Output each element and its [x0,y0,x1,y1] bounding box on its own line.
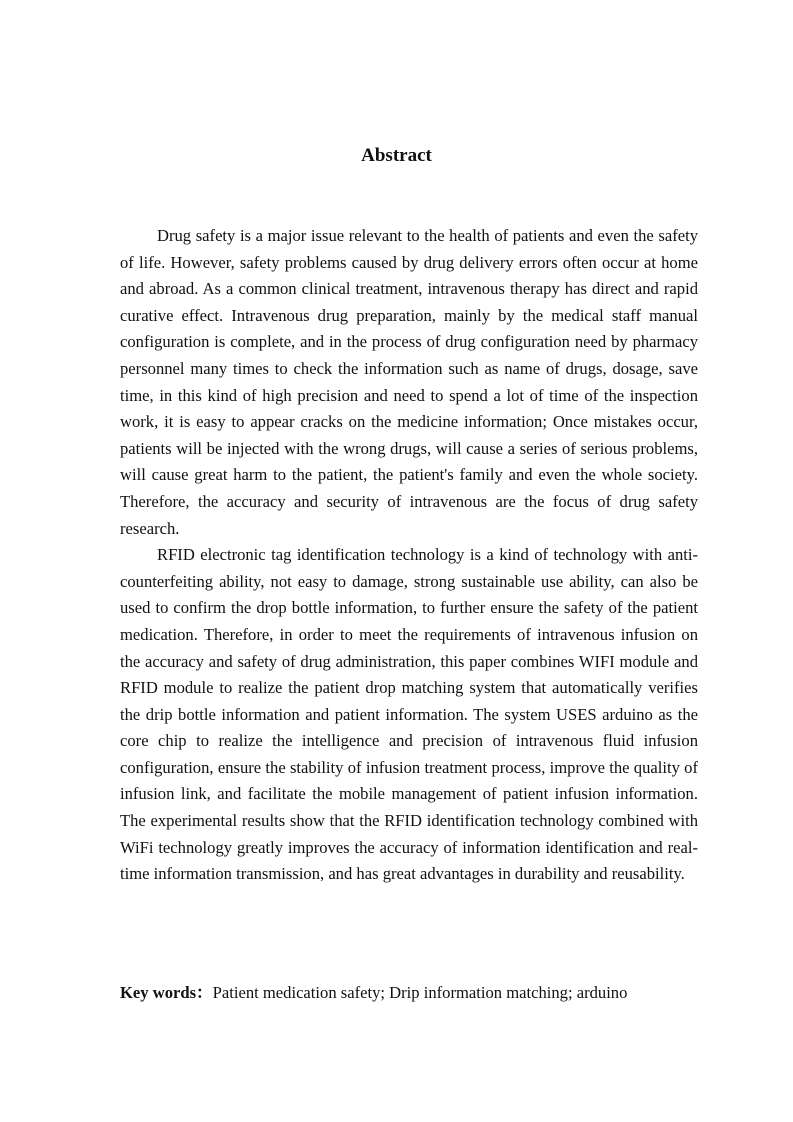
keywords-label: Key words： [120,983,213,1002]
keywords-text: Patient medication safety; Drip information matching; arduino [212,983,628,1002]
abstract-paragraph-2: RFID electronic tag identification technology is a kind of technology with anti-counterfeiting ability, not easy to damage, strong sustainable use ability, can also be used to confirm the drop bottle information, to further ensure the safety of the patient medication. Therefore, in order to meet the requirements of intravenous infusion on the accuracy and safety of drug administration, this paper combines WIFI module and RFID module to realize the patient drop matching system that automatically verifies the drip bottle information and patient information. The system USES arduino as the core chip to realize the intelligence and precision of intravenous fluid infusion configuration, ensure the stability of infusion treatment process, improve the quality of infusion link, and facilitate the mobile management of patient infusion information. The experimental results show that the RFID identification technology combined with WiFi technology greatly improves the accuracy of information identification and real-time information transmission, and has great advantages in durability and reusability. [120,545,698,884]
abstract-paragraph-1: Drug safety is a major issue relevant to the health of patients and even the safety of life. However, safety problems caused by drug delivery errors often occur at home and abroad. As a common clinical treatment, intravenous therapy has direct and rapid curative effect. Intravenous drug preparation, mainly by the medical staff manual configuration is complete, and in the process of drug configuration need by pharmacy personnel many times to check the information such as name of drugs, dosage, save time, in this kind of high precision and need to spend a lot of time of the inspection work, it is easy to appear cracks on the medicine information; Once mistakes occur, patients will be injected with the wrong drugs, will cause a series of serious problems, will cause great harm to the patient, the patient's family and even the whole society. Therefore, the accuracy and security of intravenous are the focus of drug safety research. [120,226,698,538]
abstract-body [120,223,698,888]
keywords-line [120,980,720,1006]
abstract-title: Abstract [361,145,432,166]
